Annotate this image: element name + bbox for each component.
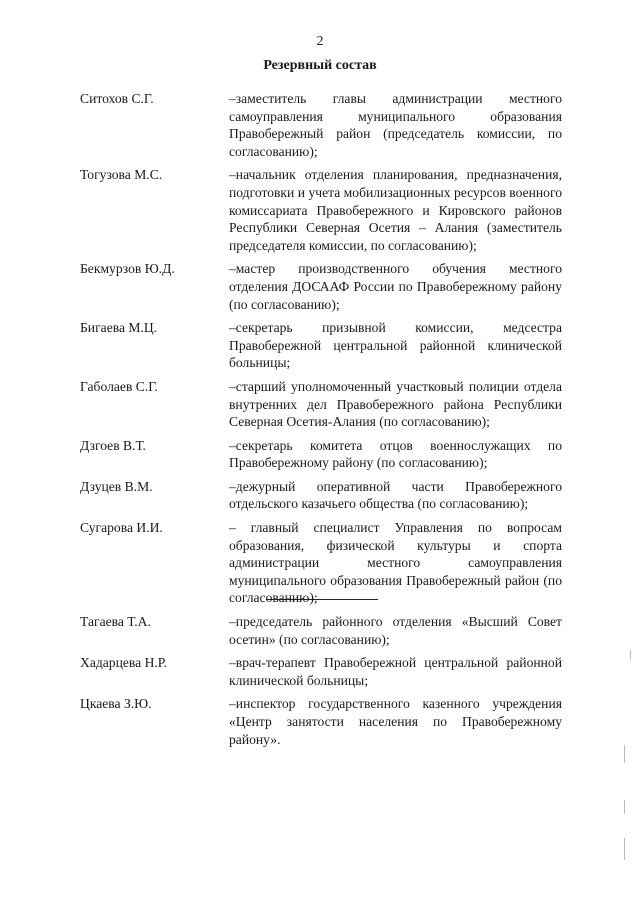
member-role: –секретарь призывной комиссии, медсестра Правобережной центральной районной клинической больницы; — [229, 320, 562, 371]
member-role: –дежурный оперативной части Правобережного отдельского казачьего общества (по согласованию); — [229, 478, 562, 512]
member-role: –председатель районного отделения «Высший Совет осетин» (по согласованию); — [229, 614, 562, 647]
end-rule — [266, 599, 378, 600]
member-row — [80, 437, 562, 472]
member-role: –инспектор государственного казенного учреждения «Центр занятости населения по Правобережному району». — [229, 696, 562, 747]
member-name: Бекмурзов Ю.Д. — [80, 261, 175, 277]
member-name: Дзуцев В.М. — [80, 478, 153, 494]
member-row — [80, 166, 562, 254]
member-row — [80, 695, 562, 748]
member-name: Ситохов С.Г. — [80, 91, 154, 106]
member-role: –мастер производственного обучения местного отделения ДОСААФ России по Правобережному району (по согласованию); — [229, 261, 562, 312]
member-row — [80, 478, 562, 513]
page-number: 2 — [316, 34, 324, 49]
member-row — [80, 260, 562, 313]
scan-mark — [624, 800, 625, 814]
section-title: Резервный состав — [263, 58, 377, 73]
member-row — [80, 519, 562, 607]
member-name: Тогузова М.С. — [80, 167, 163, 183]
member-role: –старший уполномоченный участковый полиции отдела внутренних дел Правобережного района Республики Северная Осетия-Алания (по согласованию); — [229, 378, 562, 430]
member-name: Габолаев С.Г. — [80, 378, 158, 394]
member-role: –секретарь комитета отцов военнослужащих по Правобережному району (по согласованию); — [229, 437, 562, 471]
member-name: Хадарцева Н.Р. — [80, 655, 168, 671]
member-name: Цкаева З.Ю. — [80, 696, 152, 712]
member-name: Бигаева М.Ц. — [80, 320, 158, 336]
member-name: Сугарова И.И. — [80, 520, 163, 536]
member-role: – главный специалист Управления по вопросам образования, физической культуры и спорта администрации местного самоуправления муниципального образования Правобережный район (по согласованию); — [229, 520, 562, 606]
member-name: Дзгоев В.Т. — [80, 437, 146, 453]
member-name: Тагаева Т.А. — [80, 614, 151, 630]
scan-mark — [630, 650, 631, 660]
member-role: –врач-терапевт Правобережной центральной районной клинической больницы; — [229, 655, 562, 688]
scan-mark — [624, 745, 625, 763]
member-row — [80, 378, 562, 431]
member-row — [80, 319, 562, 372]
member-role: –начальник отделения планирования, предназначения, подготовки и учета мобилизационных ресурсов военного комиссариата Правобережного и Кировского районов Республики Северная Осетия – Алания (заместитель председателя комиссии, по согласованию); — [229, 167, 562, 253]
member-row — [80, 654, 562, 689]
scan-mark — [624, 838, 625, 860]
member-list — [80, 90, 562, 754]
member-row — [80, 613, 562, 648]
member-role: –заместитель главы администрации местного самоуправления муниципального образования Правобережный район (председатель комиссии, по согласованию); — [229, 91, 562, 159]
member-row — [80, 90, 562, 160]
